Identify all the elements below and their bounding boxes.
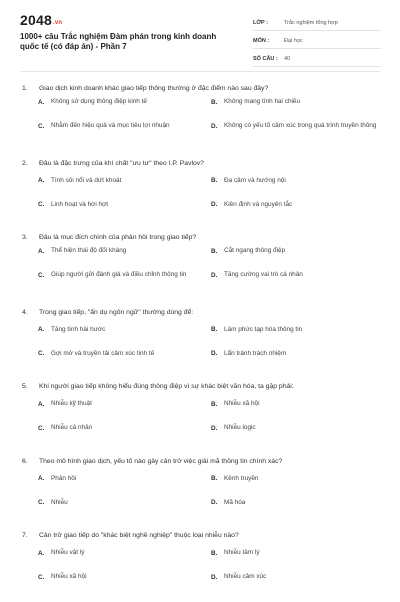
option-d[interactable] <box>211 573 383 582</box>
option-text: Nhiễu <box>51 498 68 506</box>
question-list <box>0 80 400 602</box>
option-text: Gợi mở và truyền tải cảm xúc tinh tế <box>51 349 155 357</box>
option-letter: A. <box>38 247 45 255</box>
option-text: Nhiễu logic <box>224 424 256 431</box>
option-a[interactable] <box>38 98 210 107</box>
option-b[interactable] <box>211 400 383 409</box>
option-text: Nhiễu vật lý <box>51 549 85 556</box>
question-number: 5. <box>22 383 28 390</box>
option-text: Không sử dụng thông điệp kinh tế <box>51 98 147 105</box>
meta-value: Trắc nghiệm tổng hợp <box>284 20 338 26</box>
option-text: Nhiễu cá nhân <box>51 424 93 431</box>
document-title: 1000+ câu Trắc nghiệm Đàm phán trong kinh doanh quốc tế (có đáp án) - Phần 7 <box>20 32 217 51</box>
option-text: Đa cảm và hướng nội <box>224 176 286 184</box>
option-letter: C. <box>38 499 45 507</box>
option-letter: C. <box>38 424 45 432</box>
option-c[interactable] <box>38 350 210 359</box>
option-letter: D. <box>211 122 218 130</box>
option-d[interactable] <box>211 122 383 131</box>
question-text <box>22 457 382 466</box>
question-text <box>22 382 382 391</box>
option-letter: A. <box>38 549 45 557</box>
option-letter: D. <box>211 499 218 507</box>
option-text: Lẩn tránh trách nhiệm <box>224 349 287 357</box>
option-c[interactable] <box>38 424 210 433</box>
option-a[interactable] <box>38 326 210 335</box>
option-text: Nhiễu tâm lý <box>224 549 260 556</box>
option-letter: D. <box>211 271 218 279</box>
option-letter: B. <box>211 549 218 557</box>
site-logo[interactable] <box>20 12 62 28</box>
option-c[interactable] <box>38 499 210 508</box>
option-letter: A. <box>38 475 45 483</box>
question-item <box>0 80 400 155</box>
option-text: Kiên định và nguyên tắc <box>224 200 293 208</box>
option-a[interactable] <box>38 549 210 558</box>
option-letter: D. <box>211 573 218 581</box>
option-d[interactable] <box>211 201 383 210</box>
question-body: Giao dịch kinh doanh khác giao tiếp thông thường ở đặc điểm nào sau đây? <box>39 85 269 92</box>
option-b[interactable] <box>211 98 383 107</box>
question-item <box>0 378 400 453</box>
question-item <box>0 155 400 230</box>
option-letter: B. <box>211 326 218 334</box>
option-b[interactable] <box>211 247 383 256</box>
question-item <box>0 229 400 304</box>
option-letter: A. <box>38 177 45 185</box>
meta-row-subject <box>253 34 381 49</box>
logo-text: 2048 <box>20 12 52 28</box>
option-text: Linh hoạt và hời hợt <box>51 200 109 208</box>
question-text <box>22 233 382 242</box>
option-a[interactable] <box>38 475 210 484</box>
option-letter: D. <box>211 424 218 432</box>
option-letter: B. <box>211 247 218 255</box>
meta-value: 40 <box>284 56 291 62</box>
option-c[interactable] <box>38 122 210 131</box>
option-text: Nhiễu kỹ thuật <box>51 400 92 407</box>
option-letter: C. <box>38 271 45 279</box>
option-b[interactable] <box>211 549 383 558</box>
question-body: Khi người giao tiếp không hiểu đúng thông điệp vì sự khác biệt văn hóa, ta gặp phải: <box>39 383 294 390</box>
option-letter: A. <box>38 98 45 106</box>
option-text: Nhiễu cảm xúc <box>224 573 267 580</box>
option-b[interactable] <box>211 475 383 484</box>
question-text <box>22 531 382 540</box>
option-a[interactable] <box>38 247 210 256</box>
question-item <box>0 527 400 602</box>
logo-tld: .vn <box>52 20 63 26</box>
option-text: Giúp người gửi đánh giá và điều chỉnh thông tin <box>51 271 187 278</box>
option-a[interactable] <box>38 177 210 186</box>
option-letter: C. <box>38 350 45 358</box>
meta-label: SỐ CÂU : <box>253 56 278 62</box>
option-letter: B. <box>211 98 218 106</box>
option-text: Không có yếu tố cảm xúc trong quá trình truyền thông <box>224 122 377 129</box>
question-item <box>0 304 400 379</box>
option-d[interactable] <box>211 424 383 433</box>
page-header <box>0 0 400 66</box>
option-a[interactable] <box>38 400 210 409</box>
question-number: 1. <box>22 85 28 92</box>
option-c[interactable] <box>38 271 188 280</box>
option-letter: D. <box>211 350 218 358</box>
header-divider <box>20 71 380 72</box>
option-text: Không mang tính hai chiều <box>224 98 301 105</box>
option-text: Phản hồi <box>51 474 77 482</box>
option-text: Tăng tính hài hước <box>51 325 106 333</box>
question-number: 7. <box>22 532 28 539</box>
option-d[interactable] <box>211 350 383 359</box>
option-letter: B. <box>211 177 218 185</box>
option-letter: A. <box>38 400 45 408</box>
question-text <box>22 84 382 93</box>
question-number: 4. <box>22 308 28 316</box>
meta-label: LỚP : <box>253 20 268 26</box>
option-text: Nhiễu xã hội <box>224 400 260 407</box>
question-number: 6. <box>22 457 28 465</box>
option-text: Tăng cường vai trò cá nhân <box>224 271 303 278</box>
option-letter: B. <box>211 400 218 408</box>
question-body: Theo mô hình giao dịch, yếu tố nào gây cản trở việc giải mã thông tin chính xác? <box>39 457 283 465</box>
option-c[interactable] <box>38 201 210 210</box>
meta-info <box>253 16 381 70</box>
question-body: Đâu là mục đích chính của phản hồi trong giao tiếp? <box>39 234 197 241</box>
option-text: Nhiễu xã hội <box>51 573 87 580</box>
meta-row-class <box>253 16 381 31</box>
option-text: Mã hóa <box>224 498 246 506</box>
option-letter: D. <box>211 201 218 209</box>
question-body: Cản trở giao tiếp do "khác biệt nghề nghiệp" thuộc loại nhiễu nào? <box>39 532 239 539</box>
question-text <box>22 159 382 168</box>
option-letter: A. <box>38 326 45 334</box>
option-letter: C. <box>38 201 45 209</box>
option-letter: C. <box>38 122 45 130</box>
option-b[interactable] <box>211 177 383 186</box>
option-text: Nhằm đến hiệu quả và mục tiêu lợi nhuận <box>51 122 170 129</box>
option-c[interactable] <box>38 573 210 582</box>
option-d[interactable] <box>211 499 383 508</box>
option-b[interactable] <box>211 326 383 335</box>
question-number: 3. <box>22 234 28 241</box>
question-body: Trong giao tiếp, "ẩn dụ ngôn ngữ" thường dùng để: <box>39 308 194 316</box>
option-text: Kênh truyền <box>224 474 259 482</box>
meta-value: Đại học <box>284 38 303 44</box>
option-letter: C. <box>38 573 45 581</box>
meta-row-count <box>253 52 381 67</box>
question-number: 2. <box>22 159 28 167</box>
question-body: Đâu là đặc trưng của khí chất "ưu tư" theo I.P. Pavlov? <box>39 159 204 167</box>
option-d[interactable] <box>211 271 383 280</box>
option-letter: B. <box>211 475 218 483</box>
option-text: Thể hiện thái độ đối kháng <box>51 247 127 254</box>
option-text: Tính sôi nổi và dứt khoát <box>51 176 122 184</box>
question-item <box>0 453 400 528</box>
option-text: Làm phức tạp hóa thông tin <box>224 325 303 333</box>
option-text: Cắt ngang thông điệp <box>224 247 286 254</box>
question-text <box>22 308 382 317</box>
meta-label: MÔN : <box>253 38 270 44</box>
